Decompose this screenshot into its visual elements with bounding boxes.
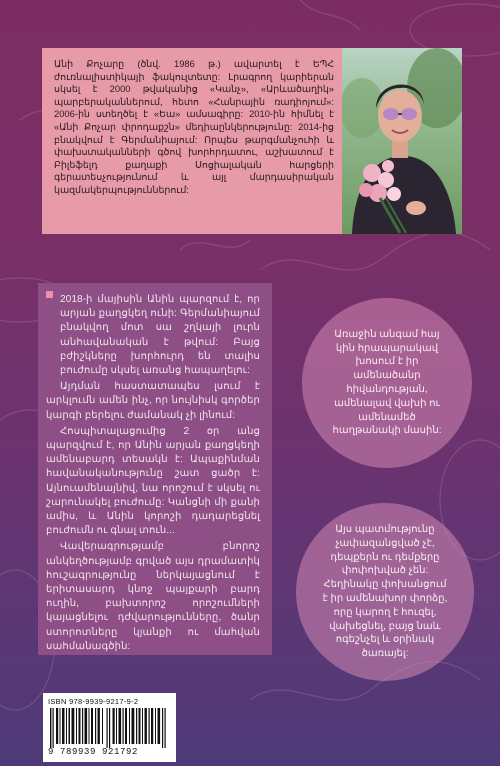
highlight-circle-text: Առաջին անգամ հայ կին հրապարակավ խոսում է իր ամենածանր հիվանդության, ամենալավ վախի ու ամենամեծ հաղթանակի մասին:: [332, 328, 442, 437]
author-bio-text: Անի Քոչարը (ծնվ. 1986 թ.) ավարտել է ԵՊՀ ժուռնալիստիկայի ֆակուլտետը: Լրագրող կարիերան սկսել է 2000 թվականից «Կանչ», «Արևածաղիկ» պարբերականներում, հետո «Հանրային ռադիոյում»: 2006-ին ստեղծել է «Եա» ամսագիրը: 2010-ին հիմնել է «Անի Քոչար փրոդաքշն» մեդիաընկերությունը: 2014-ից բնակվում է Գերմանիայում: Որպես թարգմանչուհի և փախստականների գծով խորհրդատու, աշխատում է Բիլեֆելդ քաղաքի Սոցիալական հարցերի գերատեսչությունում և այլ մարդասիրական կազմակերպություններում:: [54, 58, 334, 195]
story-paragraph: 2018-ի մայիսին Անին պարզում է, որ արյան քաղցկեղ ունի: Գերմանիայում բնակվող մոտ սա շղկայի լուրն անհավանական է թվում: Բայց բժիշկները խորհուրդ են տալիս բուժումը սկսել առանց հապաղելու:: [60, 294, 260, 377]
isbn-label: ISBN 978-9939-9217-9-2: [48, 697, 139, 706]
author-photo: [342, 48, 462, 234]
highlight-circle-second: [296, 503, 474, 681]
isbn-barcode-box: [43, 693, 176, 762]
author-portrait-image: [342, 48, 462, 234]
barcode-icon: [48, 708, 171, 748]
story-paragraph: Հոսպիտալացումից 2 օր անց պարզվում է, որ Անին արյան քաղցկեղի ամենաբարդ տեսակն է: Ապաքինման հավանականությունը շատ ցածր է: Այնուամենայնիվ, նա որոշում է սկսել ու շարունակել բուժումը: Կանցնի մի քանի ամիս, և Անին կորոշի դադարեցնել բուժումն ու գնալ տուն...: [46, 425, 260, 537]
highlight-circle-first: [302, 298, 472, 468]
barcode-digits: 9 789939 921792: [48, 747, 139, 757]
author-bio-box: [42, 48, 342, 234]
highlight-circle-text: Այս պատմությունը չափազանցված չէ, դեպքերն ու դեմքերը փոփոխված չեն: Հեղինակը փոխանցում է իր ամենախոր փորձը, որը կարող է հուզել, վախեցնել, բայց նաև ոգեշնչել և օրինակ ծառայել:: [322, 524, 448, 660]
story-synopsis-box: [38, 283, 272, 655]
quote-marker-icon: [46, 291, 53, 298]
story-paragraph: Վավերագրությամբ բնորոշ անկեղծությամբ գրված այս դրամատիկ հուշագրությունը ներկայացնում է երիտասարդ կնոջ պայքարի բարդ ուղին, բախտորոշ որոշումների կայացնելու դժվարությունները, ծանր ստորոտները կյանքի ու մահվան սահմանագծին:: [46, 541, 260, 652]
story-paragraph: Այդման հաստատապես լսում է արկլումն ամեն ինչ, որ նույնիսկ գործեր կարգի բերելու ժամանակ չի լինում:: [46, 381, 260, 421]
